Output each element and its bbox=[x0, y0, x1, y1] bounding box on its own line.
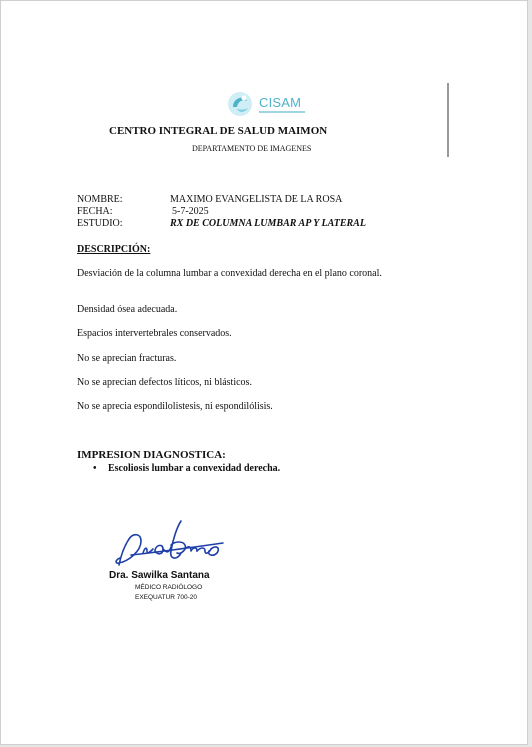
signatory-title: MÉDICO RADIÓLOGO bbox=[135, 584, 203, 591]
organization-name: CENTRO INTEGRAL DE SALUD MAIMON bbox=[109, 125, 328, 137]
description-paragraph: Densidad ósea adecuada. bbox=[77, 304, 178, 315]
study-row bbox=[77, 218, 366, 230]
study-label: ESTUDIO: bbox=[77, 218, 123, 229]
header-divider bbox=[447, 83, 449, 157]
patient-name-value: MAXIMO EVANGELISTA DE LA ROSA bbox=[170, 194, 343, 205]
description-paragraph: No se aprecia espondilolistesis, ni espondilólisis. bbox=[77, 401, 273, 412]
signatory-exequatur: EXEQUATUR 700-20 bbox=[135, 594, 198, 601]
list-item bbox=[93, 463, 280, 474]
date-value: 5-7-2025 bbox=[172, 206, 209, 217]
department-name: DEPARTAMENTO DE IMAGENES bbox=[192, 144, 312, 153]
description-paragraph: No se aprecian defectos líticos, ni blásticos. bbox=[77, 377, 252, 388]
date-row bbox=[77, 206, 209, 218]
impression-item-text: Escoliosis lumbar a convexidad derecha. bbox=[108, 463, 281, 474]
cisam-emblem-icon bbox=[223, 87, 257, 121]
date-label: FECHA: bbox=[77, 206, 113, 217]
patient-name-row bbox=[77, 194, 342, 206]
impression-heading: IMPRESION DIAGNOSTICA: bbox=[77, 449, 226, 461]
logo-text: CISAM bbox=[259, 95, 302, 110]
bullet-icon: • bbox=[93, 463, 97, 474]
patient-name-label: NOMBRE: bbox=[77, 194, 123, 205]
description-heading: DESCRIPCIÓN: bbox=[77, 244, 151, 255]
cisam-logo bbox=[223, 87, 309, 121]
description-paragraph: No se aprecian fracturas. bbox=[77, 353, 177, 364]
impression-list bbox=[93, 463, 280, 474]
description-paragraph: Desviación de la columna lumbar a convexidad derecha en el plano coronal. bbox=[77, 268, 382, 279]
signature-image bbox=[111, 515, 226, 571]
signatory-name: Dra. Sawilka Santana bbox=[109, 570, 210, 581]
study-value: RX DE COLUMNA LUMBAR AP Y LATERAL bbox=[170, 218, 366, 229]
handwritten-signature-icon bbox=[111, 515, 226, 571]
description-paragraph: Espacios intervertebrales conservados. bbox=[77, 328, 232, 339]
logo-tagline-rule bbox=[259, 111, 305, 113]
